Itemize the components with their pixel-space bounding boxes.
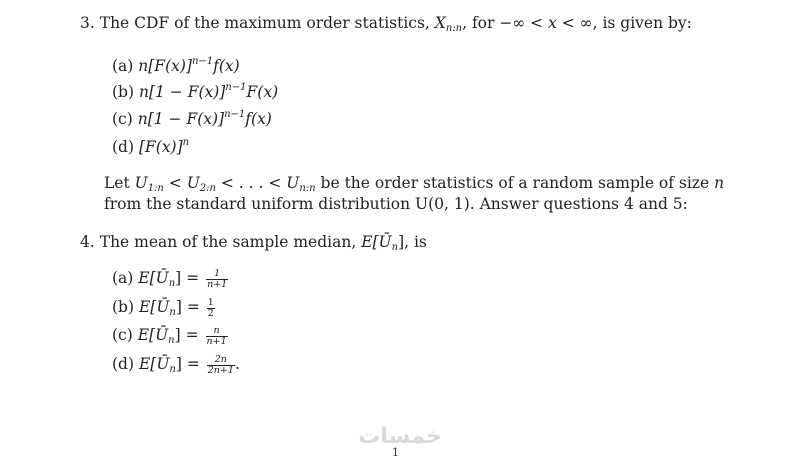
page-number: 1 [392,446,399,459]
fraction: $\frac{n}{n+1}$ [206,324,227,347]
question-4-option-d: (d) $E[Ū_n]$ = $\frac{2n}{2n+1}$ . [112,353,240,376]
question-3-option-c: (c) $n[1 - F(x)]^{n-1}f(x)$ [112,109,272,128]
question-3-stem: 3. The CDF of the maximum order statistics, $X_{n:n}$, for −∞ < x < ∞, is given by: [80,14,692,34]
question-4-option-b: (b) $E[Ū_n]$ = $\frac{1}{2}$ [112,296,214,319]
question-3-option-b: (b) $n[1 - F(x)]^{n-1}F(x)$ [112,82,279,101]
fraction: $\frac{2n}{2n+1}$ [207,353,234,376]
watermark-logo: خمسات [358,424,442,449]
question-4-stem: 4. The mean of the sample median, $E[Ū_n]$, is [80,233,427,253]
question-4-option-c: (c) $E[Ū_n]$ = $\frac{n}{n+1}$ [112,324,227,347]
fraction: $\frac{1}{2}$ [207,296,214,319]
question-3-option-a: (a) $n[F(x)]^{n-1}f(x)$ [112,56,240,75]
fraction: $\frac{1}{n+1}$ [207,267,228,290]
question-3-option-d: (d) $[F(x)]^n$ [112,137,190,156]
question-4-option-a: (a) $E[Ū_n]$ = $\frac{1}{n+1}$ [112,267,228,290]
intro-line-2: from the standard uniform distribution U(0, 1). Answer questions 4 and 5: [104,195,688,213]
intro-line-1: Let $U_{1:n} < U_{2:n}$ < . . . < $U_{n:n}$ be the order statistics of a random sample of size n [104,174,725,194]
